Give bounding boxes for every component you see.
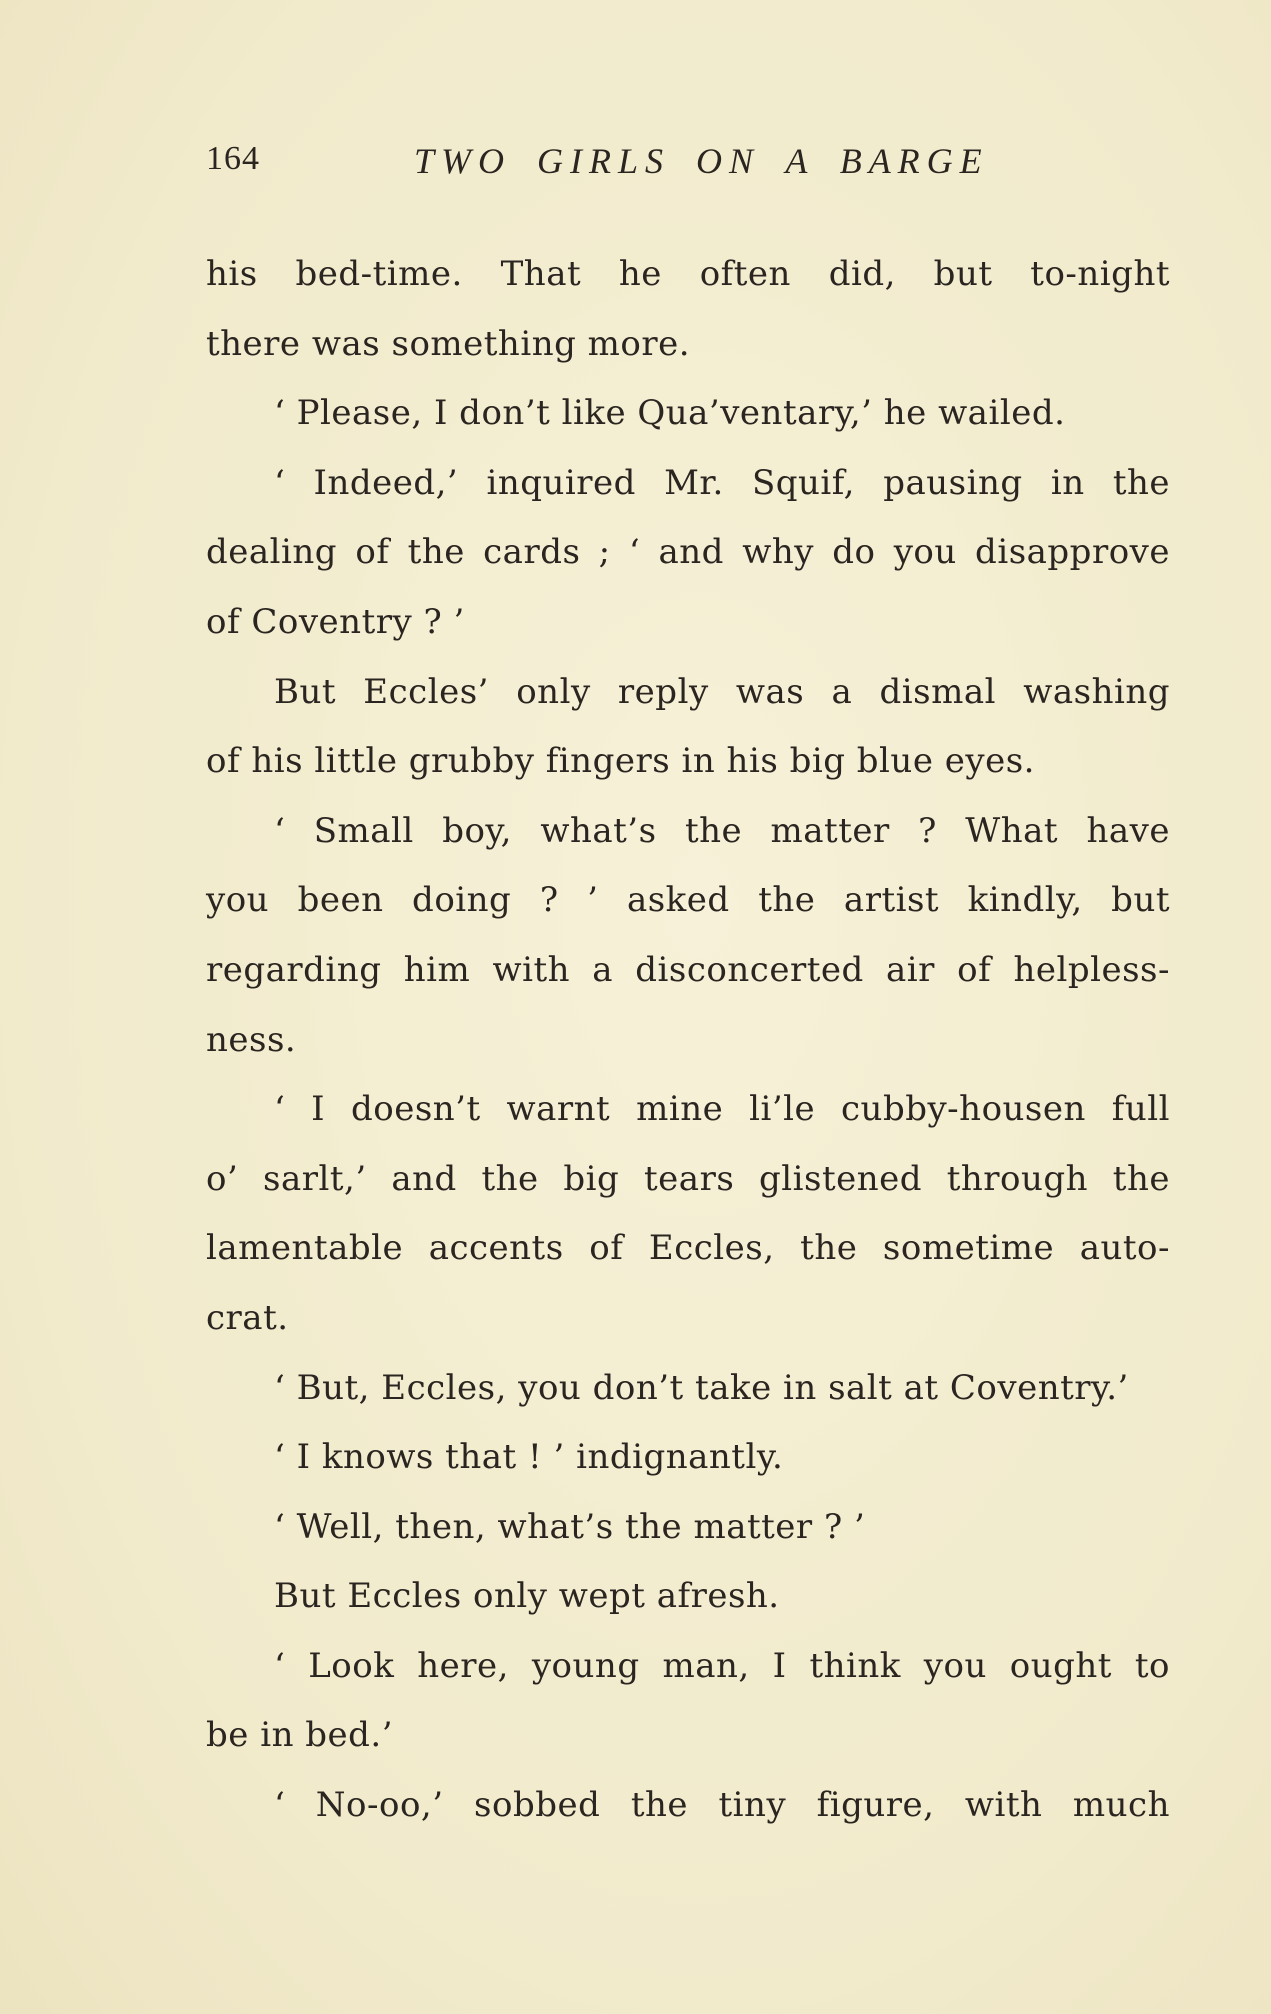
text-line: of his little grubby fingers in his big blue eyes. bbox=[206, 741, 1035, 782]
text-line: there was something more. bbox=[206, 323, 691, 364]
text-line: o’ sarlt,’ and the big tears glistened through the bbox=[206, 1158, 1170, 1199]
page-number: 164 bbox=[206, 140, 260, 177]
text-line: ness. bbox=[206, 1019, 297, 1060]
running-head bbox=[206, 140, 1176, 190]
text-line: of Coventry ? ’ bbox=[206, 601, 465, 642]
text-line: ‘ No-oo,’ sobbed the tiny figure, with much bbox=[274, 1785, 1170, 1826]
text-line: ‘ Please, I don’t like Qua’ventary,’ he wailed. bbox=[274, 393, 1066, 434]
text-line: ‘ Look here, young man, I think you ought to bbox=[274, 1645, 1170, 1686]
text-line: ‘ I doesn’t warnt mine li’le cubby-housen full bbox=[274, 1089, 1170, 1130]
text-line: ‘ Small boy, what’s the matter ? What have bbox=[274, 810, 1170, 851]
text-line: crat. bbox=[206, 1297, 289, 1338]
book-title: TWO GIRLS ON A BARGE bbox=[414, 141, 989, 181]
text-body bbox=[206, 240, 1170, 1841]
text-line: But Eccles’ only reply was a dismal washing bbox=[274, 671, 1170, 712]
text-line: you been doing ? ’ asked the artist kindly, but bbox=[206, 880, 1170, 921]
text-line: be in bed.’ bbox=[206, 1715, 394, 1756]
text-line: dealing of the cards ; ‘ and why do you disapprove bbox=[206, 532, 1170, 573]
text-line: regarding him with a disconcerted air of helpless- bbox=[206, 949, 1170, 990]
text-line: ‘ I knows that ! ’ indignantly. bbox=[274, 1437, 784, 1478]
text-line: ‘ But, Eccles, you don’t take in salt at Coventry.’ bbox=[274, 1367, 1129, 1408]
text-line: But Eccles only wept afresh. bbox=[274, 1576, 780, 1617]
text-line: lamentable accents of Eccles, the sometime auto- bbox=[206, 1228, 1170, 1269]
text-line: ‘ Well, then, what’s the matter ? ’ bbox=[274, 1506, 866, 1547]
text-line: his bed-time. That he often did, but to-night bbox=[206, 254, 1170, 294]
text-line: ‘ Indeed,’ inquired Mr. Squif, pausing in the bbox=[274, 462, 1170, 503]
